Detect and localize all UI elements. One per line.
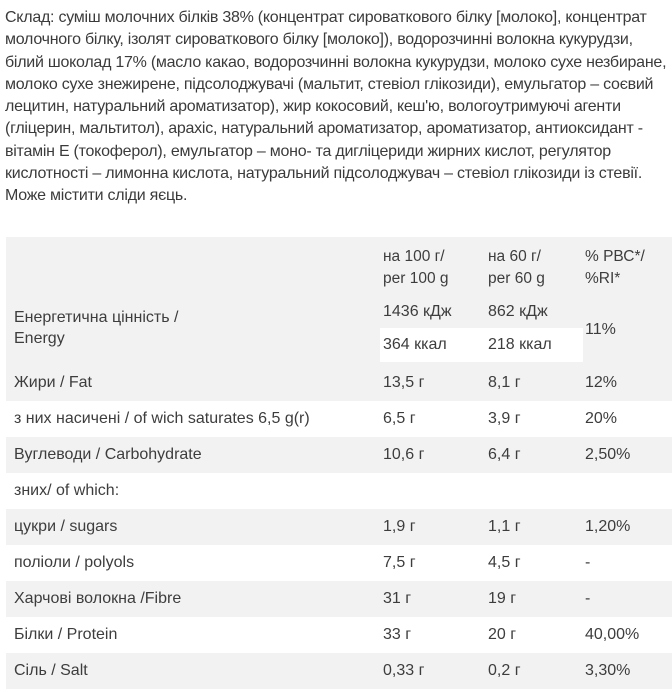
table-row-salt: Сіль / Salt 0,33 г 0,2 г 3,30% (6, 653, 672, 689)
header-per-60g: на 60 г/ per 60 g (488, 248, 545, 287)
table-row-protein: Білки / Protein 33 г 20 г 40,00% (6, 617, 672, 653)
energy-kj-100: 1436 кДж (383, 303, 452, 320)
table-row-polyols: поліоли / polyols 7,5 г 4,5 г - (6, 545, 672, 581)
header-per-100g: на 100 г/ per 100 g (383, 248, 449, 287)
energy-ri: 11% (585, 321, 616, 338)
ingredients-line: лецитин, натуральний ароматизатор), жир кокосовий, кеш'ю, вологоутримуючі агенти (5, 98, 621, 116)
table-row-carbohydrate: Вуглеводи / Carbohydrate 10,6 г 6,4 г 2,50% (6, 437, 672, 473)
energy-kcal-60: 218 ккал (488, 336, 552, 353)
ingredients-line: білий шоколад 17% (масло какао, водорозчинні волокна кукурудзи, молоко сухе незбиране, (5, 53, 667, 71)
ingredients-line: молочного білку, ізолят сироваткового білку [молоко]), водорозчинні волокна кукурудзи, (5, 31, 633, 49)
table-row-of-which: зних/ of which: (6, 473, 672, 509)
energy-kj-60: 862 кДж (488, 303, 548, 320)
ingredients-paragraph (5, 7, 670, 208)
header-percent-ri: % РВС*/ %RI* (585, 248, 645, 287)
energy-per-60g (488, 295, 585, 354)
header-empty-cell (6, 246, 383, 295)
table-row-sugars: цукри / sugars 1,9 г 1,1 г 1,20% (6, 509, 672, 545)
table-row-saturates: з них насичені / of wich saturates 6,5 g(r) 6,5 г 3,9 г 20% (6, 401, 672, 437)
nutrition-table-header (6, 237, 672, 295)
table-row-energy (6, 295, 672, 365)
ingredients-line: кислотності – лимонна кислота, натуральний підсолоджувач – стевіол глікозиди із стевії. (5, 165, 643, 183)
table-row-fibre: Харчові волокна /Fibre 31 г 19 г - (6, 581, 672, 617)
table-row-fat: Жири / Fat 13,5 г 8,1 г 12% (6, 365, 672, 401)
energy-kcal-100: 364 ккал (383, 336, 447, 353)
ingredients-line: молоко сухе знежирене, підсолоджувачі (мальтит, стевіол глікозиди), емульгатор – соєвий (5, 75, 654, 93)
energy-label: Енергетична цінність / Energy (14, 309, 179, 347)
ingredients-line: (гліцерин, мальтитол), арахіс, натуральний ароматизатор, ароматизатор, антиоксидант - (5, 120, 643, 138)
ingredients-line: Склад: суміш молочних білків 38% (концентрат сироваткового білку [молоко], концентрат (5, 9, 647, 26)
energy-per-100g (383, 295, 488, 354)
ingredients-line: Може містити сліди яєць. (5, 187, 188, 205)
ingredients-line: вітамін Е (токоферол), емульгатор – моно- та дигліцериди жирних кислот, регулятор (5, 142, 611, 160)
nutrition-table (6, 237, 672, 689)
